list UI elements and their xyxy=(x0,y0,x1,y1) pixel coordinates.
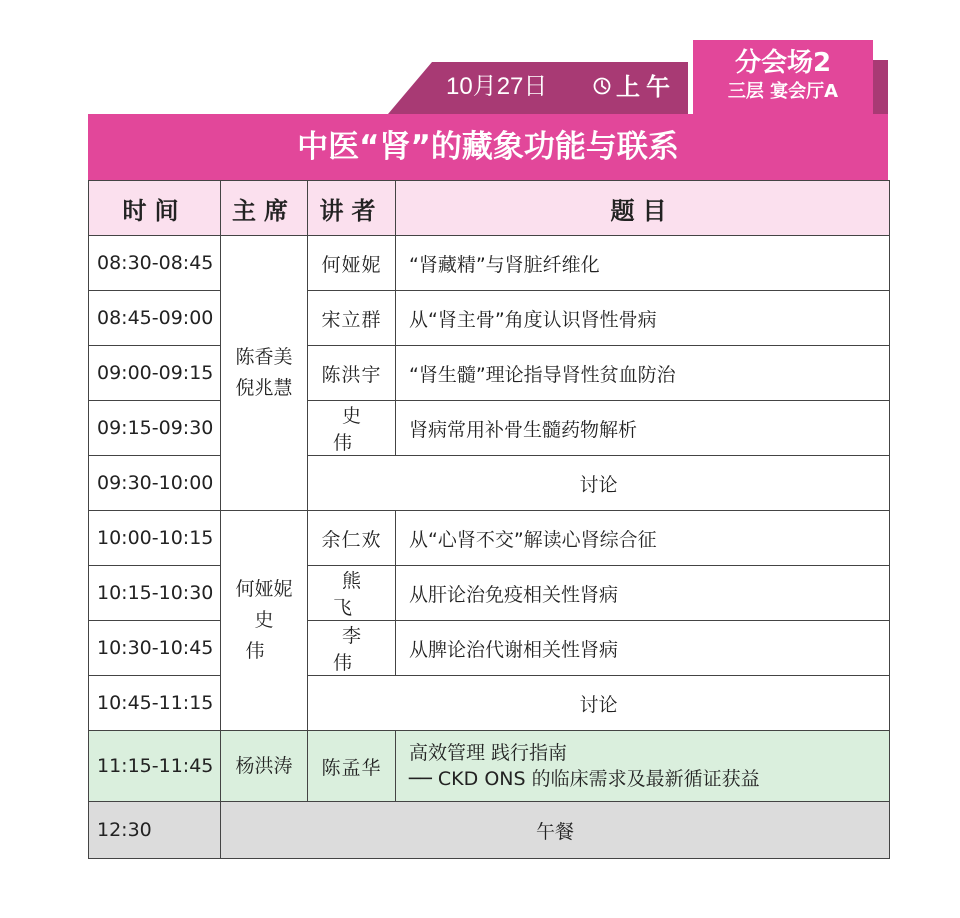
topic-cell: 从肝论治免疫相关性肾病 xyxy=(396,566,890,621)
column-header-speaker: 讲者 xyxy=(308,181,396,236)
speaker-cell: 宋立群 xyxy=(308,291,396,346)
time-cell: 09:30-10:00 xyxy=(89,456,221,511)
topic-cell: “肾生髓”理论指导肾性贫血防治 xyxy=(396,346,890,401)
lunch-cell: 午餐 xyxy=(221,802,890,859)
speaker-cell: 史伟 xyxy=(308,401,396,456)
discussion-row xyxy=(89,676,890,731)
chair-cell: 杨洪涛 xyxy=(221,731,308,802)
table-row xyxy=(89,236,890,291)
topic-cell: 从脾论治代谢相关性肾病 xyxy=(396,621,890,676)
speaker-cell: 熊飞 xyxy=(308,566,396,621)
clock-icon xyxy=(593,77,611,95)
time-cell: 10:30-10:45 xyxy=(89,621,221,676)
chair-name: 何娅妮 xyxy=(235,578,293,600)
speaker-cell: 李伟 xyxy=(308,621,396,676)
chair-cell xyxy=(221,511,308,731)
time-of-day: 上午 xyxy=(616,73,676,101)
speaker-cell: 何娅妮 xyxy=(308,236,396,291)
table-row xyxy=(89,346,890,401)
time-cell: 08:45-09:00 xyxy=(89,291,221,346)
time-cell: 09:00-09:15 xyxy=(89,346,221,401)
session-title: 中医“肾”的藏象功能与联系 xyxy=(88,114,888,180)
table-row xyxy=(89,511,890,566)
topic-cell: 肾病常用补骨生髓药物解析 xyxy=(396,401,890,456)
topic-title: 高效管理 践行指南 xyxy=(409,742,568,764)
speaker-cell: 陈洪宇 xyxy=(308,346,396,401)
time-cell: 11:15-11:45 xyxy=(89,731,221,802)
discussion-cell: 讨论 xyxy=(308,676,890,731)
table-row xyxy=(89,621,890,676)
table-row xyxy=(89,566,890,621)
time-cell: 08:30-08:45 xyxy=(89,236,221,291)
column-header-time: 时间 xyxy=(89,181,221,236)
chair-name: 史伟 xyxy=(245,609,292,662)
time-cell: 10:45-11:15 xyxy=(89,676,221,731)
schedule-table xyxy=(88,180,890,859)
speaker-cell: 陈孟华 xyxy=(308,731,396,802)
session-date: 10月27日 xyxy=(446,73,548,100)
column-header-chair: 主席 xyxy=(221,181,308,236)
venue-tab xyxy=(693,40,873,114)
speaker-cell: 余仁欢 xyxy=(308,511,396,566)
time-cell: 10:00-10:15 xyxy=(89,511,221,566)
table-row xyxy=(89,401,890,456)
discussion-row xyxy=(89,456,890,511)
table-header-row xyxy=(89,181,890,236)
venue-name: 分会场2 xyxy=(734,48,832,78)
time-cell: 09:15-09:30 xyxy=(89,401,221,456)
topic-subtitle: ── CKD ONS 的临床需求及最新循证获益 xyxy=(409,768,760,790)
topic-cell: “肾藏精”与肾脏纤维化 xyxy=(396,236,890,291)
topic-cell: 从“肾主骨”角度认识肾性骨病 xyxy=(396,291,890,346)
chair-cell xyxy=(221,236,308,511)
topic-cell: 从“心肾不交”解读心肾综合征 xyxy=(396,511,890,566)
discussion-cell: 讨论 xyxy=(308,456,890,511)
time-cell: 12:30 xyxy=(89,802,221,859)
chair-name: 陈香美 xyxy=(235,346,293,368)
venue-room: 三层 宴会厅A xyxy=(727,81,839,102)
time-cell: 10:15-10:30 xyxy=(89,566,221,621)
lunch-row xyxy=(89,802,890,859)
chair-name: 倪兆慧 xyxy=(235,377,293,399)
special-session-row xyxy=(89,731,890,802)
column-header-topic: 题目 xyxy=(396,181,890,236)
table-row xyxy=(89,291,890,346)
topic-cell xyxy=(396,731,890,802)
